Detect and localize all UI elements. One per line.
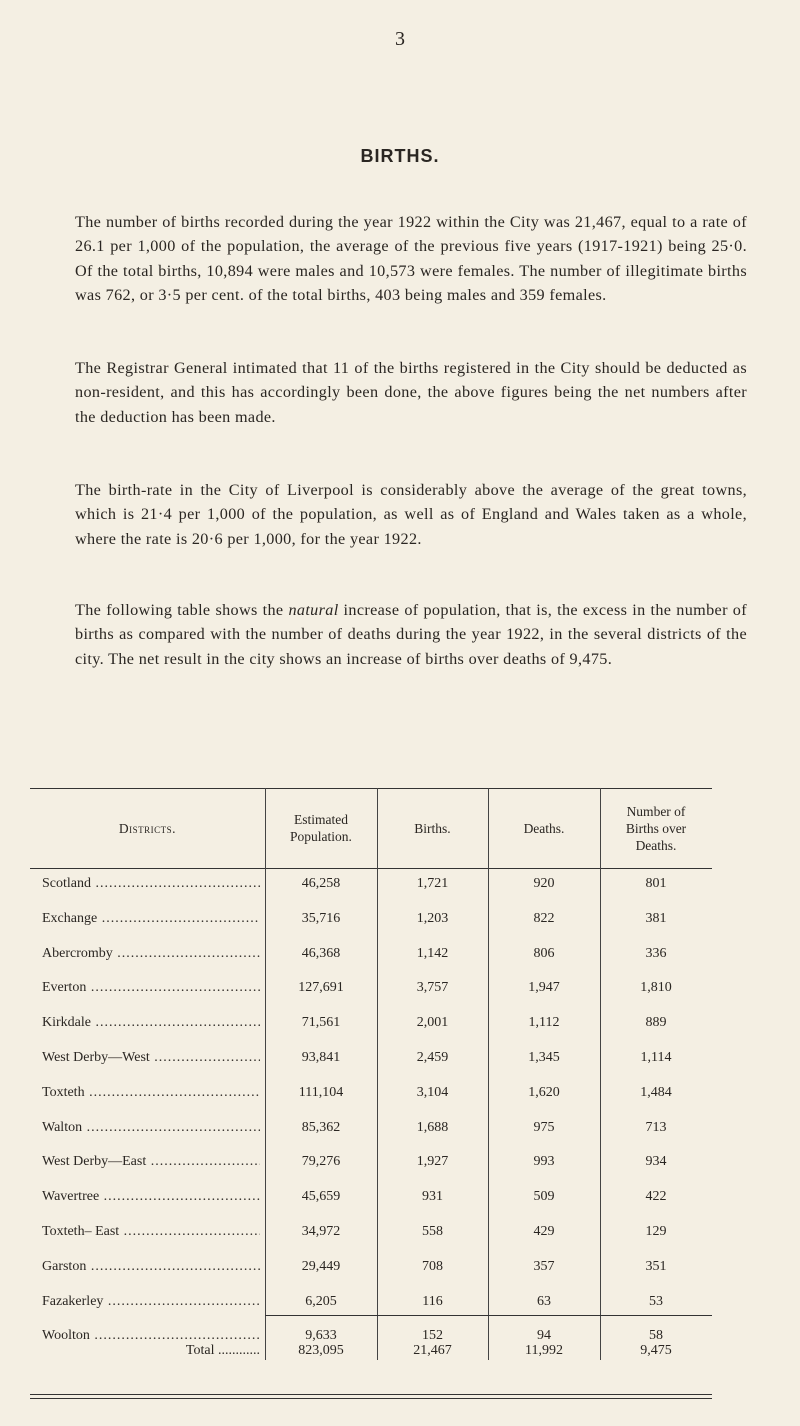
excess-cell: 336 (645, 945, 667, 961)
paragraph-registrar: The Registrar General intimated that 11 of the births registered in the City should be deducted as non-resident, and this has accordingly been done, the above figures being the net numbers after the deduction has been made. (75, 359, 747, 426)
header-deaths: Deaths. (523, 820, 565, 836)
district-name: Exchange ..... (42, 911, 260, 927)
population-cell: 79,276 (301, 1154, 341, 1170)
table-row (30, 1224, 712, 1244)
emphasis: natural (288, 601, 339, 620)
population-cell: 35,716 (301, 910, 341, 926)
table-row (30, 1085, 712, 1105)
births-cell: 1,688 (416, 1119, 449, 1135)
births-cell: 3,757 (416, 980, 449, 996)
deaths-cell: 1,112 (528, 1015, 560, 1031)
district-name: West Derby—West ..... (42, 1050, 260, 1066)
paragraph-natural-increase (75, 598, 747, 671)
excess-cell: 381 (645, 910, 667, 926)
total-excess: 9,475 (640, 1343, 672, 1358)
births-cell: 116 (422, 1293, 443, 1309)
district-name: Everton ..... (42, 980, 260, 996)
excess-cell: 889 (645, 1015, 667, 1031)
paragraph-births-summary: The number of births recorded during the year 1922 within the City was 21,467, equal to a rate of 26.1 per 1,000 of the population, the average of the previous five years (1917-1921) being 25·0. Of the total births, 10,894 were males and 10,573 were females. The number of illegitimate births was 762, or 3·5 per cent. of the total births, 403 being males and 359 females. (75, 213, 747, 304)
excess-cell: 351 (645, 1258, 667, 1274)
district-name: Abercromby ..... (42, 946, 260, 962)
deaths-cell: 1,345 (528, 1050, 560, 1065)
district-name: Scotland ..... (42, 876, 260, 892)
district-name: Woolton ..... (42, 1328, 260, 1344)
population-cell: 71,561 (301, 1015, 341, 1031)
text: increase of population, that is, the excess in the number of births as compared with the number of deaths during the year 1922, in the several districts of the city. The net result in the city shows an increase of births over deaths of 9,475. (75, 601, 747, 668)
population-cell: 46,258 (301, 876, 341, 891)
population-cell: 85,362 (301, 1119, 341, 1135)
population-cell: 45,659 (301, 1189, 341, 1205)
district-name: Toxteth– East ..... (42, 1224, 260, 1240)
population-cell: 93,841 (301, 1050, 341, 1065)
table-row (30, 1189, 712, 1209)
deaths-cell: 357 (533, 1258, 555, 1274)
text: The following table shows the (75, 601, 289, 620)
table-row (30, 946, 712, 966)
district-name: Kirkdale ..... (42, 1015, 260, 1031)
deaths-cell: 63 (537, 1293, 551, 1309)
births-cell: 2,459 (416, 1050, 449, 1065)
population-cell: 111,104 (298, 1084, 344, 1100)
table-row (30, 1050, 712, 1070)
excess-cell: 801 (645, 876, 667, 891)
excess-cell: 53 (649, 1293, 663, 1309)
total-label: Total ............ (185, 1343, 260, 1358)
district-name: West Derby—East ..... (42, 1154, 260, 1170)
table-row (30, 1120, 712, 1140)
births-cell: 152 (422, 1328, 443, 1344)
births-cell: 931 (422, 1189, 443, 1205)
births-cell: 3,104 (416, 1084, 449, 1100)
deaths-cell: 94 (537, 1328, 551, 1344)
deaths-cell: 509 (533, 1189, 555, 1205)
excess-cell: 129 (645, 1224, 667, 1239)
table-row (30, 1154, 712, 1174)
header-births: Births. (414, 820, 451, 836)
deaths-cell: 822 (533, 910, 555, 926)
total-deaths: 11,992 (525, 1343, 563, 1358)
births-cell: 1,927 (416, 1154, 449, 1170)
excess-cell: 422 (645, 1189, 667, 1205)
excess-cell: 1,114 (640, 1050, 672, 1065)
section-title: BIRTHS. (360, 146, 440, 166)
population-cell: 29,449 (301, 1258, 341, 1274)
population-cell: 6,205 (305, 1293, 337, 1309)
excess-cell: 1,810 (640, 980, 672, 996)
page-number: 3 (395, 28, 405, 50)
deaths-cell: 429 (533, 1224, 555, 1239)
table-row (30, 980, 712, 1000)
births-cell: 558 (422, 1224, 443, 1239)
header-excess: Number of Births over Deaths. (625, 803, 687, 853)
excess-cell: 58 (649, 1328, 663, 1344)
excess-cell: 713 (645, 1119, 667, 1135)
table-row (30, 876, 712, 896)
district-name: Fazakerley ..... (42, 1294, 260, 1310)
district-name: Walton ..... (42, 1120, 260, 1136)
births-cell: 708 (422, 1258, 443, 1274)
births-cell: 1,721 (416, 876, 449, 891)
total-births: 21,467 (413, 1343, 452, 1358)
deaths-cell: 993 (533, 1154, 555, 1170)
divider (30, 868, 712, 869)
table-row (30, 1259, 712, 1279)
table-row (30, 911, 712, 931)
total-population: 823,095 (298, 1343, 344, 1358)
district-name: Toxteth ..... (42, 1085, 260, 1101)
population-cell: 127,691 (298, 980, 344, 996)
deaths-cell: 920 (533, 876, 555, 891)
deaths-cell: 806 (533, 945, 555, 961)
population-cell: 34,972 (301, 1224, 341, 1239)
table-row (30, 1015, 712, 1035)
divider (30, 1394, 712, 1395)
divider (30, 1398, 712, 1399)
births-cell: 1,203 (416, 910, 449, 926)
deaths-cell: 975 (533, 1119, 555, 1135)
births-deaths-table (30, 788, 712, 1400)
header-districts: Districts. (118, 820, 177, 836)
deaths-cell: 1,947 (528, 980, 560, 996)
births-cell: 2,001 (416, 1015, 449, 1031)
table-total-row (30, 1343, 712, 1363)
population-cell: 9,633 (305, 1328, 337, 1344)
excess-cell: 934 (645, 1154, 667, 1170)
table-row (30, 1294, 712, 1314)
header-population: Estimated Population. (290, 812, 352, 844)
excess-cell: 1,484 (640, 1084, 672, 1100)
divider (265, 1315, 712, 1316)
population-cell: 46,368 (301, 945, 341, 961)
district-name: Garston ..... (42, 1259, 260, 1275)
district-name: Wavertree ..... (42, 1189, 260, 1205)
deaths-cell: 1,620 (528, 1084, 560, 1100)
births-cell: 1,142 (416, 945, 449, 961)
paragraph-birth-rate: The birth-rate in the City of Liverpool is considerably above the average of the great towns, which is 21·4 per 1,000 of the population, as well as of England and Wales taken as a whole, where the rate is 20·6 per 1,000, for the year 1922. (75, 481, 747, 548)
